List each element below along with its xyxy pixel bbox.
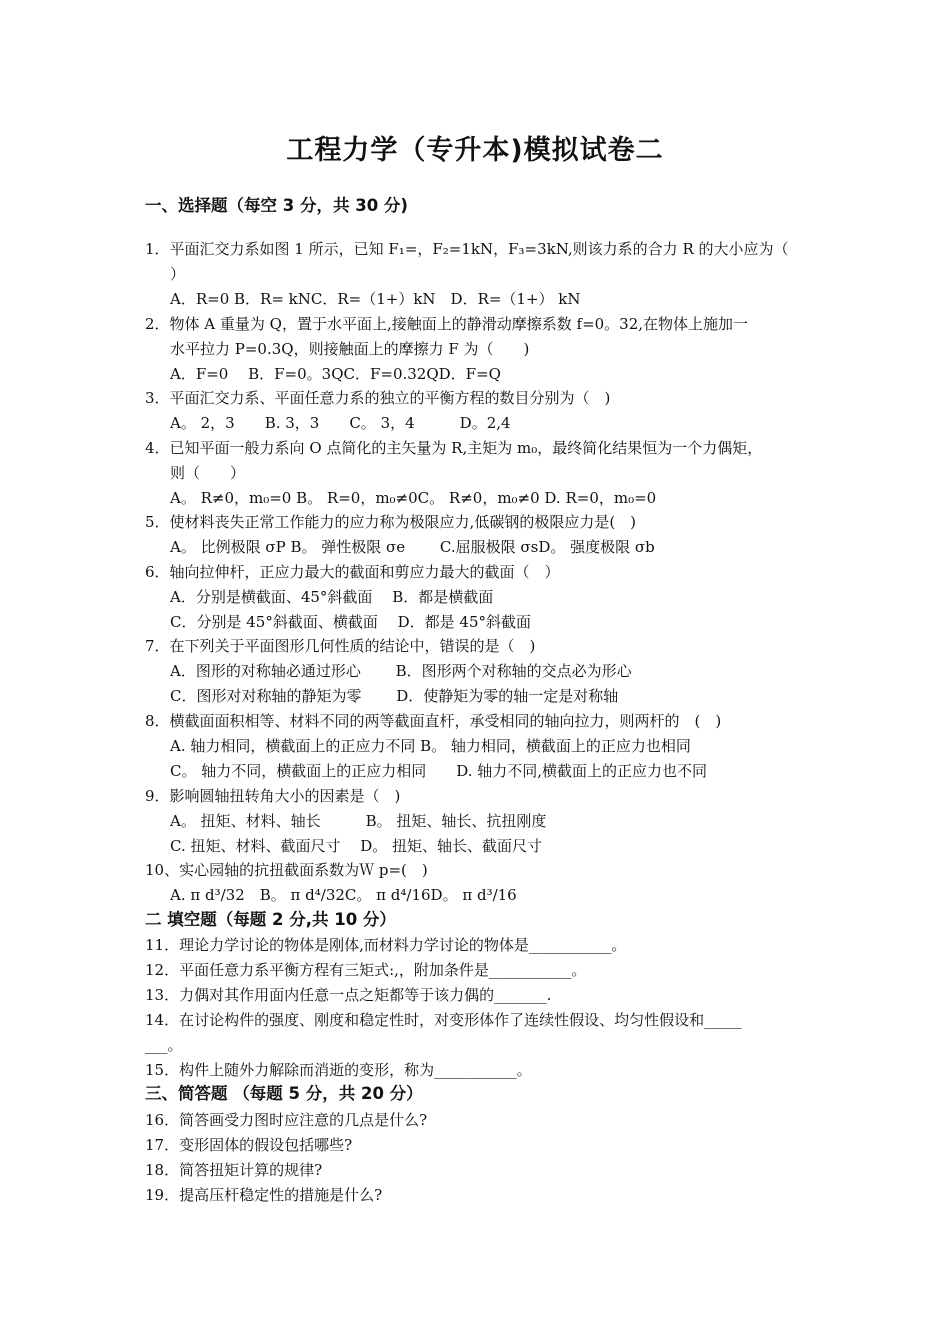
question-14: 14．在讨论构件的强度、刚度和稳定性时，对变形体作了连续性假设、均匀性假设和_____ bbox=[145, 1011, 742, 1029]
question-12: 12．平面任意力系平衡方程有三矩式:,，附加条件是___________。 bbox=[145, 961, 587, 979]
question-3-stem: 3．平面汇交力系、平面任意力系的独立的平衡方程的数目分别为（ ) bbox=[145, 389, 611, 407]
section-heading-choice: 一、选择题（每空 3 分，共 30 分) bbox=[145, 196, 408, 215]
question-5-stem: 5．使材料丧失正常工作能力的应力称为极限应力,低碳钢的极限应力是( ) bbox=[145, 513, 637, 531]
question-6-stem: 6．轴向拉伸杆，正应力最大的截面和剪应力最大的截面（ ） bbox=[145, 563, 560, 581]
question-2-options: A．F=0 B．F=0。3QC．F=0.32QD．F=Q bbox=[170, 365, 501, 383]
question-9-option-row-2: C. 扭矩、材料、截面尺寸 D。 扭矩、轴长、截面尺寸 bbox=[170, 837, 543, 855]
question-8-option-row-1: A. 轴力相同，横截面上的正应力不同 B。 轴力相同，横截面上的正应力也相同 bbox=[170, 737, 691, 755]
question-4-options: A。 R≠0，m₀=0 B。 R=0，m₀≠0C。 R≠0，m₀≠0 D. R=0，m₀=0 bbox=[170, 489, 657, 507]
question-6-option-row-1: A．分别是横截面、45°斜截面 B．都是横截面 bbox=[170, 588, 494, 606]
question-2-stem-cont: 水平拉力 P=0.3Q，则接触面上的摩擦力 F 为（ ) bbox=[170, 340, 530, 358]
question-16: 16．简答画受力图时应注意的几点是什么? bbox=[145, 1111, 428, 1129]
section-heading-fill: 二 填空题（每题 2 分,共 10 分） bbox=[145, 910, 396, 929]
question-8-stem: 8．横截面面积相等、材料不同的两等截面直杆，承受相同的轴向拉力，则两杆的 ( ) bbox=[145, 712, 722, 730]
question-1-stem: 1．平面汇交力系如图 1 所示，已知 F₁=，F₂=1kN，F₃=3kN,则该力系的合力 R 的大小应为（ bbox=[145, 240, 789, 258]
question-11: 11．理论力学讨论的物体是刚体,而材料力学讨论的物体是___________。 bbox=[145, 936, 627, 954]
question-5-options: A。 比例极限 σP B。 弹性极限 σe C.屈服极限 σsD。 强度极限 σb bbox=[170, 538, 655, 556]
question-14-cont: ___。 bbox=[145, 1036, 183, 1054]
question-7-stem: 7．在下列关于平面图形几何性质的结论中，错误的是（ ) bbox=[145, 637, 536, 655]
question-13: 13．力偶对其作用面内任意一点之矩都等于该力偶的_______. bbox=[145, 986, 552, 1004]
question-1-options: A．R=0 B．R= kNC．R=（1+）kN D．R=（1+） kN bbox=[170, 290, 581, 308]
question-10-options: A. π d³/32 B。 π d⁴/32C。 π d⁴/16D。 π d³/16 bbox=[170, 886, 517, 904]
question-9-stem: 9．影响圆轴扭转角大小的因素是（ ) bbox=[145, 787, 401, 805]
question-6-option-row-2: C．分别是 45°斜截面、横截面 D．都是 45°斜截面 bbox=[170, 613, 531, 631]
question-1-stem-cont: ） bbox=[170, 265, 186, 283]
question-19: 19．提高压杆稳定性的措施是什么? bbox=[145, 1186, 383, 1204]
question-17: 17．变形固体的假设包括哪些? bbox=[145, 1136, 353, 1154]
question-3-options: A。 2，3 B. 3，3 C。 3，4 D。2,4 bbox=[170, 414, 511, 432]
question-7-option-row-2: C．图形对对称轴的静矩为零 D．使静矩为零的轴一定是对称轴 bbox=[170, 687, 619, 705]
question-15: 15．构件上随外力解除而消逝的变形，称为___________。 bbox=[145, 1061, 532, 1079]
question-4-stem-cont: 则（ ） bbox=[170, 464, 246, 482]
question-18: 18．简答扭矩计算的规律? bbox=[145, 1161, 323, 1179]
section-heading-short: 三、简答题 （每题 5 分，共 20 分） bbox=[145, 1084, 423, 1103]
question-8-option-row-2: C。 轴力不同，横截面上的正应力相同 D. 轴力不同,横截面上的正应力也不同 bbox=[170, 762, 708, 780]
question-2-stem: 2．物体 A 重量为 Q，置于水平面上,接触面上的静滑动摩擦系数 f=0。32,在物体上施加一 bbox=[145, 315, 749, 333]
question-7-option-row-1: A．图形的对称轴必通过形心 B．图形两个对称轴的交点必为形心 bbox=[170, 662, 632, 680]
question-4-stem: 4．已知平面一般力系向 O 点简化的主矢量为 R,主矩为 m₀，最终简化结果恒为一个力偶矩， bbox=[145, 439, 763, 457]
question-9-option-row-1: A。 扭矩、材料、轴长 B。 扭矩、轴长、抗扭刚度 bbox=[170, 812, 547, 830]
question-10-stem: 10、实心园轴的抗扭截面系数为Ｗ p=( ) bbox=[145, 861, 428, 879]
page-title: 工程力学（专升本)模拟试卷二 bbox=[286, 135, 664, 166]
